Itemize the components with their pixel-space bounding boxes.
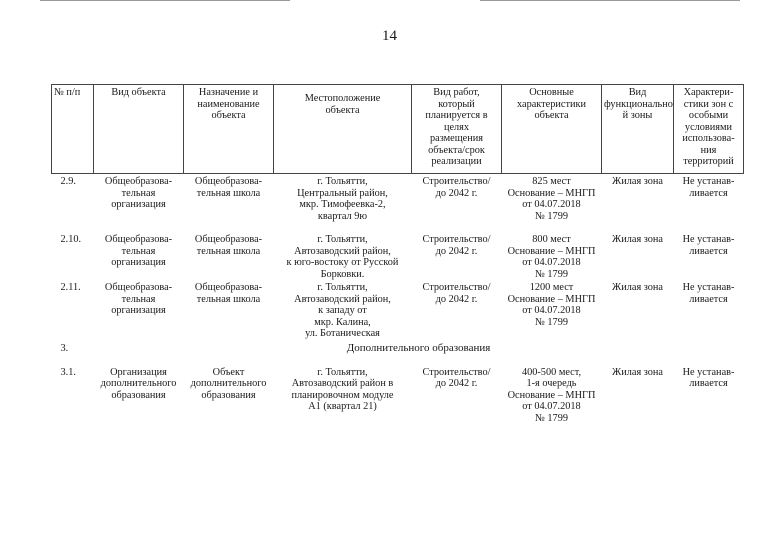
- row-number: 2.9.: [60, 176, 76, 187]
- header-location: Местоположение объекта: [274, 85, 412, 174]
- work-type: Строительство/ до 2042 г.: [422, 282, 491, 305]
- top-rule-right: [480, 0, 740, 1]
- work-type: Строительство/ до 2042 г.: [422, 234, 491, 257]
- object-location: г. Тольятти, Автозаводский район, к юго-востоку от Русской Борковки.: [286, 234, 399, 280]
- work-type: Строительство/ до 2042 г.: [422, 176, 491, 199]
- functional-zone: Жилая зона: [612, 176, 663, 187]
- object-purpose: Общеобразова- тельная школа: [194, 234, 263, 257]
- objects-table: [51, 84, 744, 437]
- row-number: 2.11.: [60, 282, 81, 293]
- object-location: г. Тольятти, Автозаводский район, к западу от мкр. Калина, ул. Ботаническая: [294, 282, 391, 339]
- object-specs: 1200 мест Основание – МНГП от 04.07.2018 № 1799: [507, 282, 596, 328]
- special-zone: Не устанав- ливается: [682, 234, 735, 257]
- functional-zone: Жилая зона: [612, 366, 663, 378]
- object-specs: 400-500 мест, 1-я очередь Основание – МНГП от 04.07.2018 № 1799: [507, 366, 596, 424]
- object-purpose: Общеобразова- тельная школа: [194, 176, 263, 199]
- header-row: [52, 85, 744, 174]
- object-location: г. Тольятти, Центральный район, мкр. Тимофеевка-2, квартал 9ю: [297, 176, 388, 222]
- functional-zone: Жилая зона: [612, 234, 663, 245]
- object-purpose: Общеобразова- тельная школа: [194, 282, 263, 305]
- header-purpose: Назначение и наименование объекта: [184, 85, 274, 174]
- header-zone: Вид функционально й зоны: [602, 85, 674, 174]
- object-specs: 825 мест Основание – МНГП от 04.07.2018 № 1799: [507, 176, 596, 222]
- object-purpose: Объект дополнительного образования: [190, 366, 267, 401]
- object-type: Общеобразова- тельная организация: [104, 282, 173, 316]
- header-special-zones: Характери- стики зон с особыми условиями использова- ния территорий: [674, 85, 744, 174]
- table-row: [52, 174, 744, 233]
- header-work-type: Вид работ, который планируется в целях размещения объекта/срок реализации: [412, 85, 502, 174]
- object-specs: 800 мест Основание – МНГП от 04.07.2018 № 1799: [507, 234, 596, 280]
- special-zone: Не устанав- ливается: [682, 176, 735, 199]
- object-type: Общеобразова- тельная организация: [104, 176, 173, 210]
- special-zone: Не устанав- ливается: [682, 282, 735, 305]
- row-number: 3.1.: [60, 366, 76, 378]
- header-specs: Основные характеристики объекта: [502, 85, 602, 174]
- object-type: Организация дополнительного образования: [100, 366, 177, 401]
- functional-zone: Жилая зона: [612, 282, 663, 293]
- table-row: [52, 363, 744, 437]
- object-type: Общеобразова- тельная организация: [104, 234, 173, 268]
- table-row: [52, 232, 744, 280]
- table-row: [52, 280, 744, 340]
- work-type: Строительство/ до 2042 г.: [422, 366, 491, 389]
- header-num: № п/п: [52, 85, 94, 174]
- header-object-type: Вид объекта: [94, 85, 184, 174]
- section-title: Дополнительного образования: [346, 341, 491, 354]
- row-number: 2.10.: [60, 234, 82, 245]
- top-rule-left: [40, 0, 290, 1]
- section-row: [52, 340, 744, 363]
- object-location: г. Тольятти, Автозаводский район в планировочном модуле А1 (квартал 21): [291, 366, 394, 412]
- section-number: 3.: [60, 342, 69, 354]
- special-zone: Не устанав- ливается: [682, 366, 735, 389]
- page-number: 14: [382, 28, 397, 44]
